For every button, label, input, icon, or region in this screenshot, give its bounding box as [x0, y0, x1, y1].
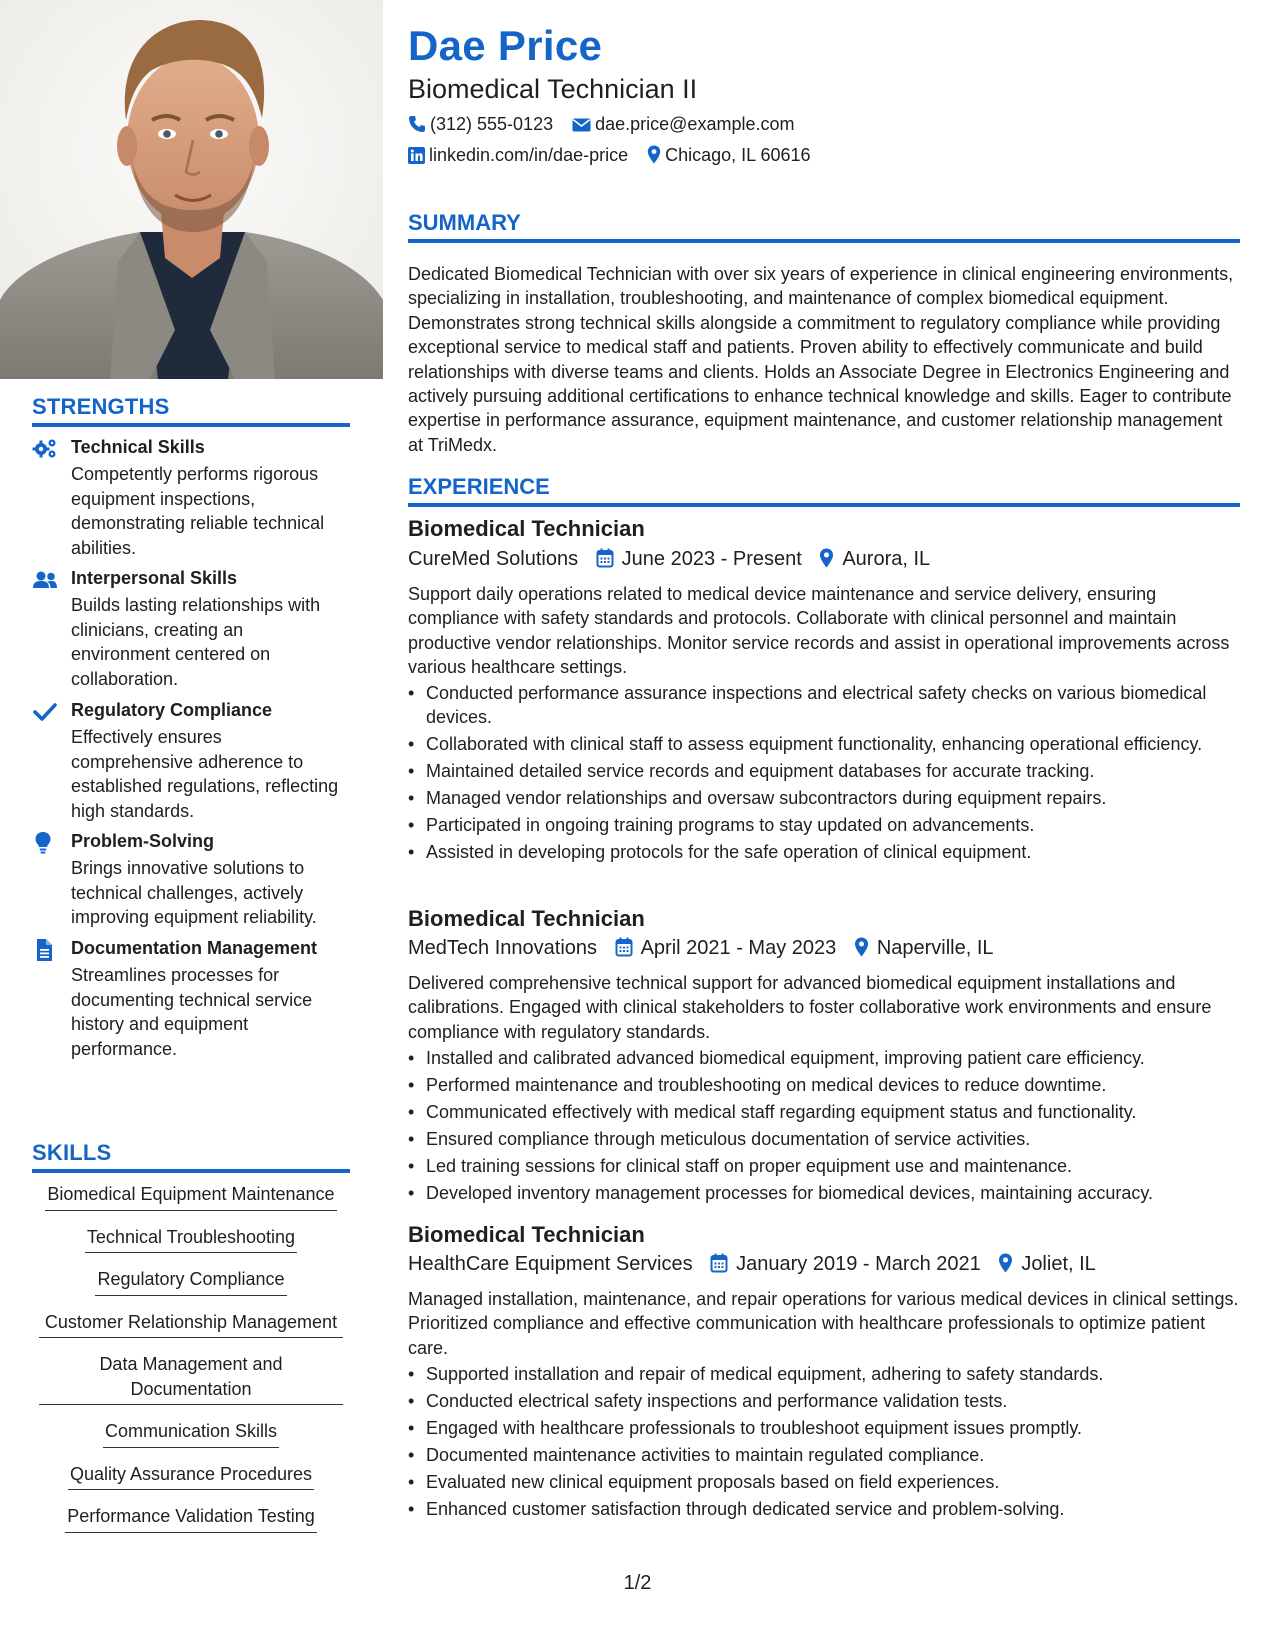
contact-row-1: [408, 114, 808, 135]
experience-heading: EXPERIENCE: [408, 474, 1240, 507]
phone-text: (312) 555-0123: [430, 114, 554, 134]
bullet-item: • Participated in ongoing training programs to stay updated on advancements.: [426, 813, 1258, 837]
linkedin-contact[interactable]: [408, 145, 628, 166]
bullet-item: • Managed vendor relationships and oversaw subcontractors during equipment repairs.: [426, 786, 1258, 810]
job-dates: April 2021 - May 2023: [640, 937, 837, 959]
job-meta: [408, 1253, 1096, 1276]
bullet-item: • Conducted electrical safety inspections and performance validation tests.: [426, 1389, 1258, 1413]
job-role: Biomedical Technician: [408, 516, 645, 541]
summary-heading: SUMMARY: [408, 210, 1240, 243]
bullet-item: • Collaborated with clinical staff to assess equipment functionality, enhancing operational efficiency.: [426, 732, 1258, 756]
job-bullets: [408, 681, 1258, 867]
bullet-item: • Maintained detailed service records and equipment databases for accurate tracking.: [426, 759, 1258, 783]
phone-contact: [408, 114, 553, 135]
candidate-name: Dae Price: [408, 22, 603, 69]
job-company: MedTech Innovations: [408, 937, 598, 959]
job-location: Naperville, IL: [876, 937, 994, 959]
job-bullets: [408, 1046, 1258, 1207]
skills-heading: SKILLS: [32, 1140, 350, 1173]
skill-item: Technical Troubleshooting: [85, 1225, 297, 1254]
bullet-item: • Performed maintenance and troubleshooting on medical devices to reduce downtime.: [426, 1073, 1258, 1097]
summary-text: Dedicated Biomedical Technician with over six years of experience in clinical engineering environments, specializing in installation, troubleshooting, and maintenance of complex biomedical equipment. Demonstrates strong technical skills alongside a commitment to regulatory compliance while providing exceptional service to medical staff and patients. Proven ability to effectively communicate and build relationships with diverse teams and clients. Holds an Associate Degree in Electronics Engineering and actively pursuing additional certifications to enhance technical knowledge and skills. Eager to contribute expertise in performance assurance, equipment maintenance, and customer relationship management at TriMedx.: [408, 264, 1234, 455]
strength-item: [32, 938, 357, 1060]
strength-item: [32, 437, 357, 559]
strength-description: Builds lasting relationships with clinicians, creating an environment centered on collaboration.: [71, 595, 321, 689]
job-location: Joliet, IL: [1021, 1253, 1096, 1275]
bullet-item: • Engaged with healthcare professionals to troubleshoot equipment issues promptly.: [426, 1416, 1258, 1440]
bullet-item: • Assisted in developing protocols for the safe operation of clinical equipment.: [426, 840, 1258, 864]
bullet-item: • Supported installation and repair of medical equipment, adhering to safety standards.: [426, 1362, 1258, 1386]
map-pin-icon: [647, 145, 661, 164]
strength-item: [32, 831, 357, 929]
calendar-icon: [615, 937, 633, 957]
job-dates: June 2023 - Present: [621, 548, 802, 570]
bullet-item: • Conducted performance assurance inspections and electrical safety checks on various biomedical devices.: [426, 681, 1258, 730]
job-description: Managed installation, maintenance, and repair operations for various medical devices in clinical settings. Prioritized compliance and effective communication with healthcare professionals to optimize patient care.: [408, 1289, 1239, 1358]
job-description: Delivered comprehensive technical support for advanced biomedical equipment installations and calibrations. Engaged with clinical stakeholders to foster collaborative work environments and ensure compliance with regulatory standards.: [408, 973, 1212, 1042]
skill-item: Quality Assurance Procedures: [68, 1462, 314, 1491]
job-meta: [408, 548, 930, 571]
location-contact: [647, 145, 810, 166]
contact-row-2: [408, 145, 825, 166]
job-location: Aurora, IL: [842, 548, 931, 570]
strengths-heading: STRENGTHS: [32, 394, 350, 427]
strength-description: Brings innovative solutions to technical challenges, actively improving equipment reliability.: [71, 858, 317, 927]
calendar-icon: [710, 1253, 728, 1273]
skill-item: Customer Relationship Management: [39, 1310, 343, 1339]
strength-title: Documentation Management: [71, 938, 318, 958]
map-pin-icon: [854, 937, 869, 957]
page-indicator: 1/2: [623, 1572, 652, 1594]
strength-description: Streamlines processes for documenting technical service history and equipment performance.: [71, 965, 313, 1059]
bullet-item: • Ensured compliance through meticulous documentation of service activities.: [426, 1127, 1258, 1151]
job-dates: January 2019 - March 2021: [736, 1253, 981, 1275]
skill-item: Biomedical Equipment Maintenance: [45, 1182, 336, 1211]
lightbulb-icon: [32, 831, 58, 855]
job-bullets: [408, 1362, 1258, 1523]
bullet-item: • Communicated effectively with medical staff regarding equipment status and functionality.: [426, 1100, 1258, 1124]
bullet-item: • Developed inventory management processes for biomedical devices, maintaining accuracy.: [426, 1181, 1258, 1205]
bullet-item: • Enhanced customer satisfaction through dedicated service and problem-solving.: [426, 1497, 1258, 1521]
bullet-item: • Led training sessions for clinical staff on proper equipment use and maintenance.: [426, 1154, 1258, 1178]
skill-item: Performance Validation Testing: [65, 1504, 316, 1533]
checkmark-icon: [32, 700, 58, 724]
job-role: Biomedical Technician: [408, 906, 645, 931]
map-pin-icon: [998, 1253, 1013, 1273]
strength-title: Interpersonal Skills: [71, 568, 238, 588]
bullet-item: • Evaluated new clinical equipment proposals based on field experiences.: [426, 1470, 1258, 1494]
gears-icon: [32, 437, 58, 461]
skill-item: Regulatory Compliance: [95, 1267, 286, 1296]
document-icon: [32, 938, 58, 962]
bullet-item: • Installed and calibrated advanced biomedical equipment, improving patient care efficiency.: [426, 1046, 1258, 1070]
job-company: CureMed Solutions: [408, 548, 579, 570]
calendar-icon: [596, 548, 614, 568]
candidate-title: Biomedical Technician II: [408, 74, 698, 104]
strength-title: Problem-Solving: [71, 831, 215, 851]
location-text: Chicago, IL 60616: [665, 145, 811, 165]
email-contact[interactable]: [572, 114, 794, 135]
job-meta: [408, 937, 994, 960]
phone-icon: [408, 115, 426, 133]
linkedin-icon: [408, 147, 425, 164]
envelope-icon: [572, 117, 591, 133]
strength-description: Competently performs rigorous equipment inspections, demonstrating reliable technical abilities.: [71, 464, 325, 558]
bullet-item: • Documented maintenance activities to maintain regulated compliance.: [426, 1443, 1258, 1467]
job-role: Biomedical Technician: [408, 1222, 645, 1247]
left-column: [0, 0, 383, 1650]
strength-item: [32, 568, 357, 690]
job-company: HealthCare Equipment Services: [408, 1253, 693, 1275]
email-text[interactable]: dae.price@example.com: [595, 114, 795, 134]
strength-title: Technical Skills: [71, 437, 205, 457]
map-pin-icon: [819, 548, 834, 568]
linkedin-text[interactable]: linkedin.com/in/dae-price: [429, 145, 629, 165]
job-description: Support daily operations related to medical device maintenance and service delivery, ensuring compliance with safety standards and protocols. Collaborate with clinical personnel and maintain productive vendor relationships. Monitor service records and assist in operational improvements across various healthcare settings.: [408, 584, 1230, 678]
skills-list: [32, 1182, 350, 1547]
profile-photo: [0, 0, 383, 379]
users-icon: [32, 568, 58, 592]
strength-description: Effectively ensures comprehensive adherence to established regulations, reflecting high standards.: [71, 727, 339, 821]
skill-item: Data Management and Documentation: [39, 1352, 343, 1405]
strength-title: Regulatory Compliance: [71, 700, 273, 720]
skill-item: Communication Skills: [103, 1419, 279, 1448]
strength-item: [32, 700, 357, 822]
